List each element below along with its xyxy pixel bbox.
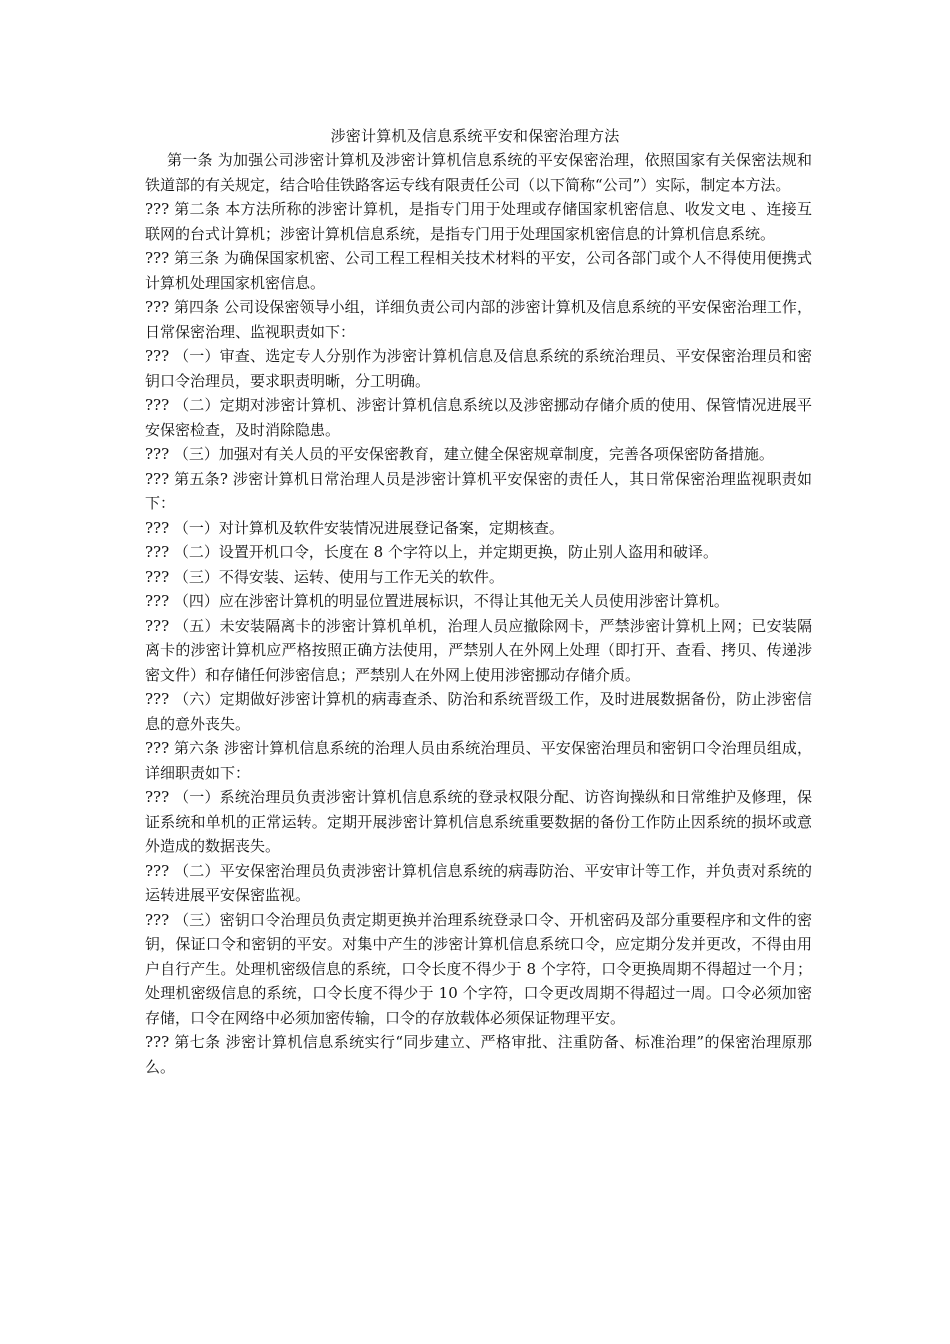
article-6-item-3: ??? （三）密钥口令治理员负责定期更换并治理系统登录口令、开机密码及部分重要程序和文件的密钥，保证口令和密钥的平安。对集中产生的涉密计算机信息系统口令，应定期分发并更改，不得由用户自行产生。处理机密级信息的系统，口令长度不得少于 8 个字符，口令更换周期不得超过一个月；处理机密级信息的系统，口令长度不得少于 10 个字符，口令更改周期不得超过一周。口令必须加密存储，口令在网络中必须加密传输，口令的存放载体必须保证物理平安。: [145, 910, 812, 1027]
article-4-item-2: ??? （二）定期对涉密计算机、涉密计算机信息系统以及涉密挪动存储介质的使用、保管情况进展平安保密检查，及时消除隐患。: [145, 396, 812, 439]
article-5-item-6: ??? （六）定期做好涉密计算机的病毒查杀、防治和系统晋级工作，及时进展数据备份，防止涉密信息的意外丧失。: [145, 690, 812, 733]
article-4-item-3: ??? （三）加强对有关人员的平安保密教育，建立健全保密规章制度，完善各项保密防备措施。: [145, 445, 774, 463]
article-5-item-2: ??? （二）设置开机口令，长度在 8 个字符以上，并定期更换，防止别人盗用和破译。: [145, 543, 718, 561]
article-6-item-1: ??? （一）系统治理员负责涉密计算机信息系统的登录权限分配、访咨询操纵和日常维护及修理，保证系统和单机的正常运转。定期开展涉密计算机信息系统重要数据的备份工作防止因系统的损坏或意外造成的数据丧失。: [145, 788, 812, 855]
article-1-paragraph: 第一条 为加强公司涉密计算机及涉密计算机信息系统的平安保密治理，依照国家有关保密法规和铁道部的有关规定，结合哈佳铁路客运专线有限责任公司（以下简称“公司”）实际，制定本方法。: [145, 151, 812, 194]
article-5-item-4: ??? （四）应在涉密计算机的明显位置进展标识，不得让其他无关人员使用涉密计算机。: [145, 592, 729, 610]
article-2-paragraph: ??? 第二条 本方法所称的涉密计算机，是指专门用于处理或存储国家机密信息、收发文电 、连接互联网的台式计算机；涉密计算机信息系统，是指专门用于处理国家机密信息的计算机信息系统。: [145, 200, 812, 243]
article-3-paragraph: ??? 第三条 为确保国家机密、公司工程工程相关技术材料的平安，公司各部门或个人不得使用便携式计算机处理国家机密信息。: [145, 249, 812, 292]
article-6-item-2: ??? （二）平安保密治理员负责涉密计算机信息系统的病毒防治、平安审计等工作，并负责对系统的运转进展平安保密监视。: [145, 861, 812, 904]
article-5-item-5: ??? （五）未安装隔离卡的涉密计算机单机，治理人员应撤除网卡，严禁涉密计算机上网；已安装隔离卡的涉密计算机应严格按照正确方法使用，严禁别人在外网上处理（即打开、查看、拷贝、传递涉密文件）和存储任何涉密信息；严禁别人在外网上使用涉密挪动存储介质。: [145, 616, 812, 684]
article-5-paragraph: ??? 第五条? 涉密计算机日常治理人员是涉密计算机平安保密的责任人，其日常保密治理监视职责如下：: [145, 469, 812, 512]
document-title: 涉密计算机及信息系统平安和保密治理方法: [330, 127, 620, 145]
article-7-paragraph: ??? 第七条 涉密计算机信息系统实行“同步建立、严格审批、注重防备、标准治理”的保密治理原那么。: [145, 1033, 812, 1076]
article-5-item-3: ??? （三）不得安装、运转、使用与工作无关的软件。: [145, 567, 504, 586]
article-4-paragraph: ??? 第四条 公司设保密领导小组，详细负责公司内部的涉密计算机及信息系统的平安保密治理工作，日常保密治理、监视职责如下：: [145, 298, 812, 341]
article-6-paragraph: ??? 第六条 涉密计算机信息系统的治理人员由系统治理员、平安保密治理员和密钥口令治理员组成，详细职责如下：: [145, 739, 812, 782]
document-body: [145, 148, 812, 1079]
article-4-item-1: ??? （一）审查、选定专人分别作为涉密计算机信息及信息系统的系统治理员、平安保密治理员和密钥口令治理员，要求职责明晰，分工明确。: [145, 347, 812, 390]
article-5-item-1: ??? （一）对计算机及软件安装情况进展登记备案，定期核查。: [145, 518, 564, 537]
